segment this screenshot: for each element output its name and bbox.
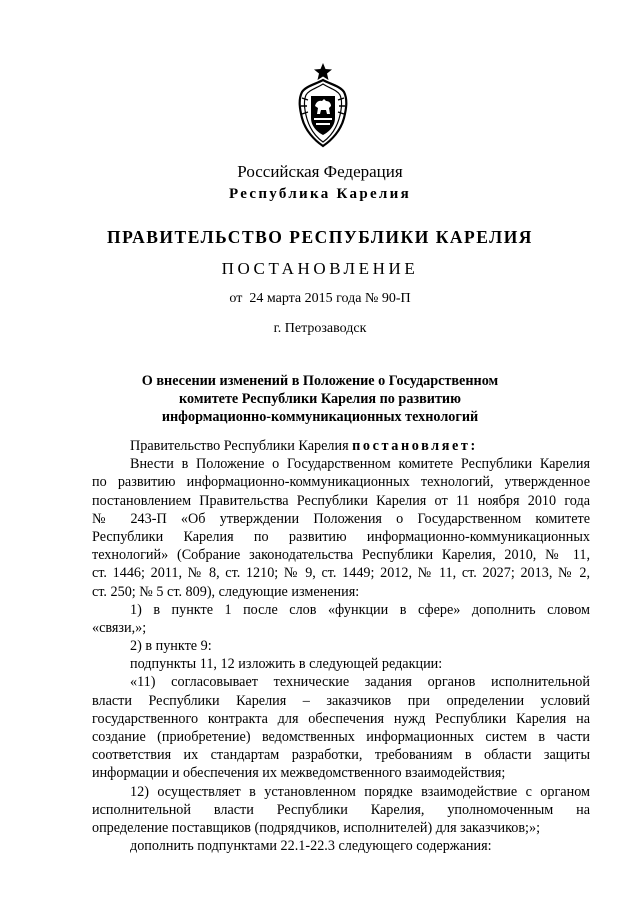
intro-line (92, 437, 590, 455)
body-line: создание (приобретение) ведомственных информационных систем в части (92, 729, 590, 745)
body-line: 1) в пункте 1 после слов «функции в сфере» дополнить словом (130, 601, 590, 618)
body-line: 12) осуществляет в установленном порядке взаимодействие с органом (130, 783, 590, 800)
document-body (92, 437, 590, 855)
body-line: Внести в Положение о Государственном комитете Республики Карелия (130, 456, 590, 473)
heading-line: О внесении изменений в Положение о Государственном (141, 373, 499, 389)
document-date: от 24 марта 2015 года № 90-П (229, 291, 411, 306)
body-line: государственного контракта для обеспечения нужд Республики Карелия на (92, 710, 590, 727)
intro-text: Правительство Республики Карелия (130, 438, 353, 454)
body-line: подпункты 11, 12 изложить в следующей редакции: (130, 656, 443, 673)
body-line: соответствия их стандартам разработки, требованиям в области защиты (92, 747, 590, 764)
government-title: ПРАВИТЕЛЬСТВО РЕСПУБЛИКИ КАРЕЛИЯ (107, 227, 533, 247)
document-heading (110, 372, 530, 426)
body-line: «11) согласовывает технические задания органов исполнительной (130, 674, 590, 691)
karelia-coat-of-arms-icon (296, 62, 350, 148)
body-line: исполнительной власти Республики Карелия, уполномоченным на (92, 801, 590, 818)
body-line: по развитию информационно-коммуникационных технологий, утвержденное (92, 474, 590, 491)
intro-keyword: постановляет: (352, 438, 478, 454)
federation-title: Российская Федерация (237, 162, 403, 181)
body-line: постановлением Правительства Республики Карелия от 11 ноября 2010 года (92, 492, 590, 509)
body-line: 2) в пункте 9: (130, 638, 212, 655)
body-line: ст. 250; № 5 ст. 809), следующие изменения: (92, 583, 360, 600)
heading-line: информационно-коммуникационных технологий (161, 409, 479, 425)
document-type: ПОСТАНОВЛЕНИЕ (221, 259, 419, 278)
body-line: ст. 1446; 2011, № 8, ст. 1210; № 9, ст. 1449; 2012, № 11, ст. 2027; 2013, № 2, (92, 565, 590, 582)
body-line: Республики Карелия по развитию информационно-коммуникационных (92, 528, 590, 545)
document-city: г. Петрозаводск (273, 321, 367, 336)
body-line: технологий» (Собрание законодательства Республики Карелия, 2010, № 11, (92, 547, 590, 564)
body-line: дополнить подпунктами 22.1-22.3 следующего содержания: (130, 838, 492, 855)
body-line: власти Республики Карелия – заказчиков при определении условий (92, 692, 590, 709)
body-line: № 243-П «Об утверждении Положения о Государственном комитете (92, 510, 590, 527)
heading-line: комитете Республики Карелия по развитию (179, 391, 461, 407)
body-line: определение поставщиков (подрядчиков, исполнителей) для заказчиков;»; (92, 819, 541, 836)
body-line: информации и обеспечения их межведомственного взаимодействия; (92, 765, 506, 782)
body-line: «связи,»; (92, 619, 147, 636)
republic-title: Республика Карелия (228, 186, 411, 202)
